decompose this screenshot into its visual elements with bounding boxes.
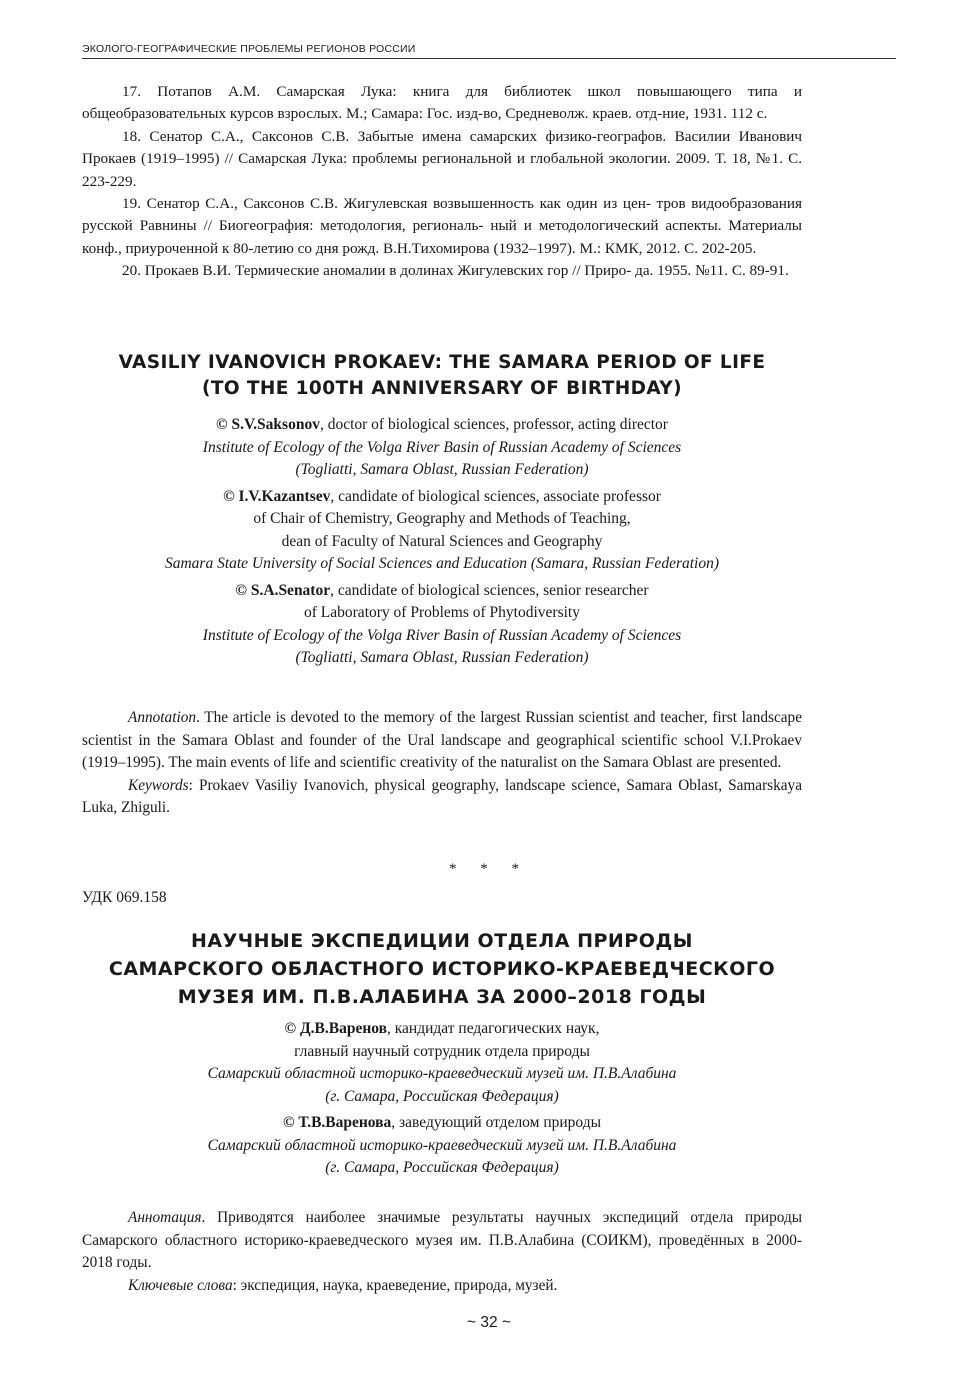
author-line: © Д.В.Варенов, кандидат педагогических наук, (284, 1020, 600, 1037)
annotation-paragraph: Annotation. The article is devoted to the memory of the largest Russian scientist and teacher, first landscape scientist in the Samara Oblast and founder of the Ural landscape and geographical scientific school V.I.Prokaev (1919–1995). The main events of life and scientific creativity of the naturalist on the Samara Oblast are presented. (82, 709, 802, 772)
author-line: © S.A.Senator, candidate of biological sciences, senior researcher (235, 581, 649, 599)
reference-item: 20. Прокаев В.И. Термические аномалии в долинах Жигулевских гор // Приро- да. 1955. №11. С. 89-91. (122, 262, 789, 280)
author-line: © I.V.Kazantsev, candidate of biological sciences, associate professor (223, 487, 661, 505)
udk-code: УДК 069.158 (82, 889, 167, 906)
author-affiliation: Самарский областной историко-краеведческий музей им. П.В.Алабина (207, 1065, 677, 1082)
author-affiliation: (Togliatti, Samara Oblast, Russian Federation) (295, 649, 589, 666)
section-separator: * * * (449, 861, 529, 877)
author-block-en: © S.V.Saksonov, doctor of biological sciences, professor, acting director Institute of Ecology of the Volga River Basin of Russian Academy of Sciences (Togliatti, Samara Oblast, Russian Federation) © I.V.Kazantsev, candidate of biological sciences, associate professor of Chair of Chemistry, Geography and Methods of Teaching, dean of Faculty of Natural Sciences and Geography Samara State University of Social Sciences and Education (Samara, Russian Federation) © S.A.Senator, candidate of biological sciences, senior researcher of Laboratory of Problems of Phytodiversity Institute of Ecology of the Volga River Basin of Russian Academy of Sciences (Togliatti, Samara Oblast, Russian Federation) (82, 414, 802, 670)
author-name: © I.V.Kazantsev (223, 487, 331, 505)
author-name: © S.A.Senator (235, 581, 331, 599)
reference-list (82, 81, 802, 283)
author-name: © Т.В.Варенова (282, 1114, 392, 1131)
page-number: ~ 32 ~ (467, 1314, 511, 1331)
running-header: ЭКОЛОГО-ГЕОГРАФИЧЕСКИЕ ПРОБЛЕМЫ РЕГИОНОВ РОССИИ (82, 43, 896, 59)
author-affiliation: Samara State University of Social Sciences and Education (Samara, Russian Federation) (164, 555, 720, 572)
author-name: © Д.В.Варенов (284, 1020, 387, 1037)
annotation-ru (82, 1207, 802, 1297)
reference-item: 19. Сенатор С.А., Саксонов С.В. Жигулевская возвышенность как один из цен- тров видообразования русской Равнины // Биогеография: методология, региональ- ный и методологический аспекты. Материалы конф., приуроченной к 80-летию со дня рожд. В.Н.Тихомирова (1932–1997). М.: КМК, 2012. С. 202-205. (82, 195, 803, 257)
reference-item: 18. Сенатор С.А., Саксонов С.В. Забытые имена самарских физико-географов. Василии Иванович Прокаев (1919–1995) // Самарская Лука: проблемы региональной и глобальной экологии. 2009. Т. 18, №1. С. 223-229. (82, 127, 803, 190)
author-block-ru: © Д.В.Варенов, кандидат педагогических наук, главный научный сотрудник отдела природы Самарский областной историко-краеведческий музей им. П.В.Алабина (г. Самара, Российская Федерация) © Т.В.Варенова, заведующий отделом природы Самарский областной историко-краеведческий музей им. П.В.Алабина (г. Самара, Российская Федерация) (82, 1018, 802, 1180)
keywords-paragraph: Ключевые слова: экспедиция, наука, краеведение, природа, музей. (128, 1276, 558, 1294)
author-affiliation: (Togliatti, Samara Oblast, Russian Federation) (295, 461, 589, 478)
author-affiliation: Самарский областной историко-краеведческий музей им. П.В.Алабина (207, 1136, 677, 1154)
author-line: © Т.В.Варенова, заведующий отделом природы (282, 1114, 602, 1131)
article-title-en: VASILIY IVANOVICH PROKAEV: THE SAMARA PERIOD OF LIFE (TO THE 100TH ANNIVERSARY OF BIRTHDAY) (118, 352, 766, 399)
author-affiliation: (г. Самара, Российская Федерация) (325, 1159, 559, 1176)
reference-item: 17. Потапов А.М. Самарская Лука: книга для библиотек школ повышающего типа и общеобразовательных курсов взрослых. М.; Самара: Гос. изд-во, Средневолж. краев. отд-ние, 1931. 112 с. (82, 83, 803, 123)
keywords-paragraph: Keywords: Prokaev Vasiliy Ivanovich, physical geography, landscape science, Samara Oblast, Samarskaya Luka, Zhiguli. (82, 776, 802, 817)
author-affiliation: (г. Самара, Российская Федерация) (325, 1087, 559, 1105)
author-affiliation: Institute of Ecology of the Volga River Basin of Russian Academy of Sciences (202, 626, 682, 644)
annotation-en (82, 707, 802, 820)
annotation-paragraph: Аннотация. Приводятся наиболее значимые результаты научных экспедиций отдела природы Самарского областного историко-краеведческого музея им. П.В.Алабина (СОИКМ), проведённых в 2000-2018 годы. (82, 1209, 802, 1272)
author-affiliation: Institute of Ecology of the Volga River Basin of Russian Academy of Sciences (202, 438, 682, 456)
author-name: © S.V.Saksonov (216, 416, 320, 433)
article-title-ru: НАУЧНЫЕ ЭКСПЕДИЦИИ ОТДЕЛА ПРИРОДЫ САМАРСКОГО ОБЛАСТНОГО ИСТОРИКО-КРАЕВЕДЧЕСКОГО МУЗЕЯ ИМ. П.В.АЛАБИНА ЗА 2000–2018 ГОДЫ (108, 930, 776, 1008)
author-line: © S.V.Saksonov, doctor of biological sciences, professor, acting director (216, 416, 668, 433)
